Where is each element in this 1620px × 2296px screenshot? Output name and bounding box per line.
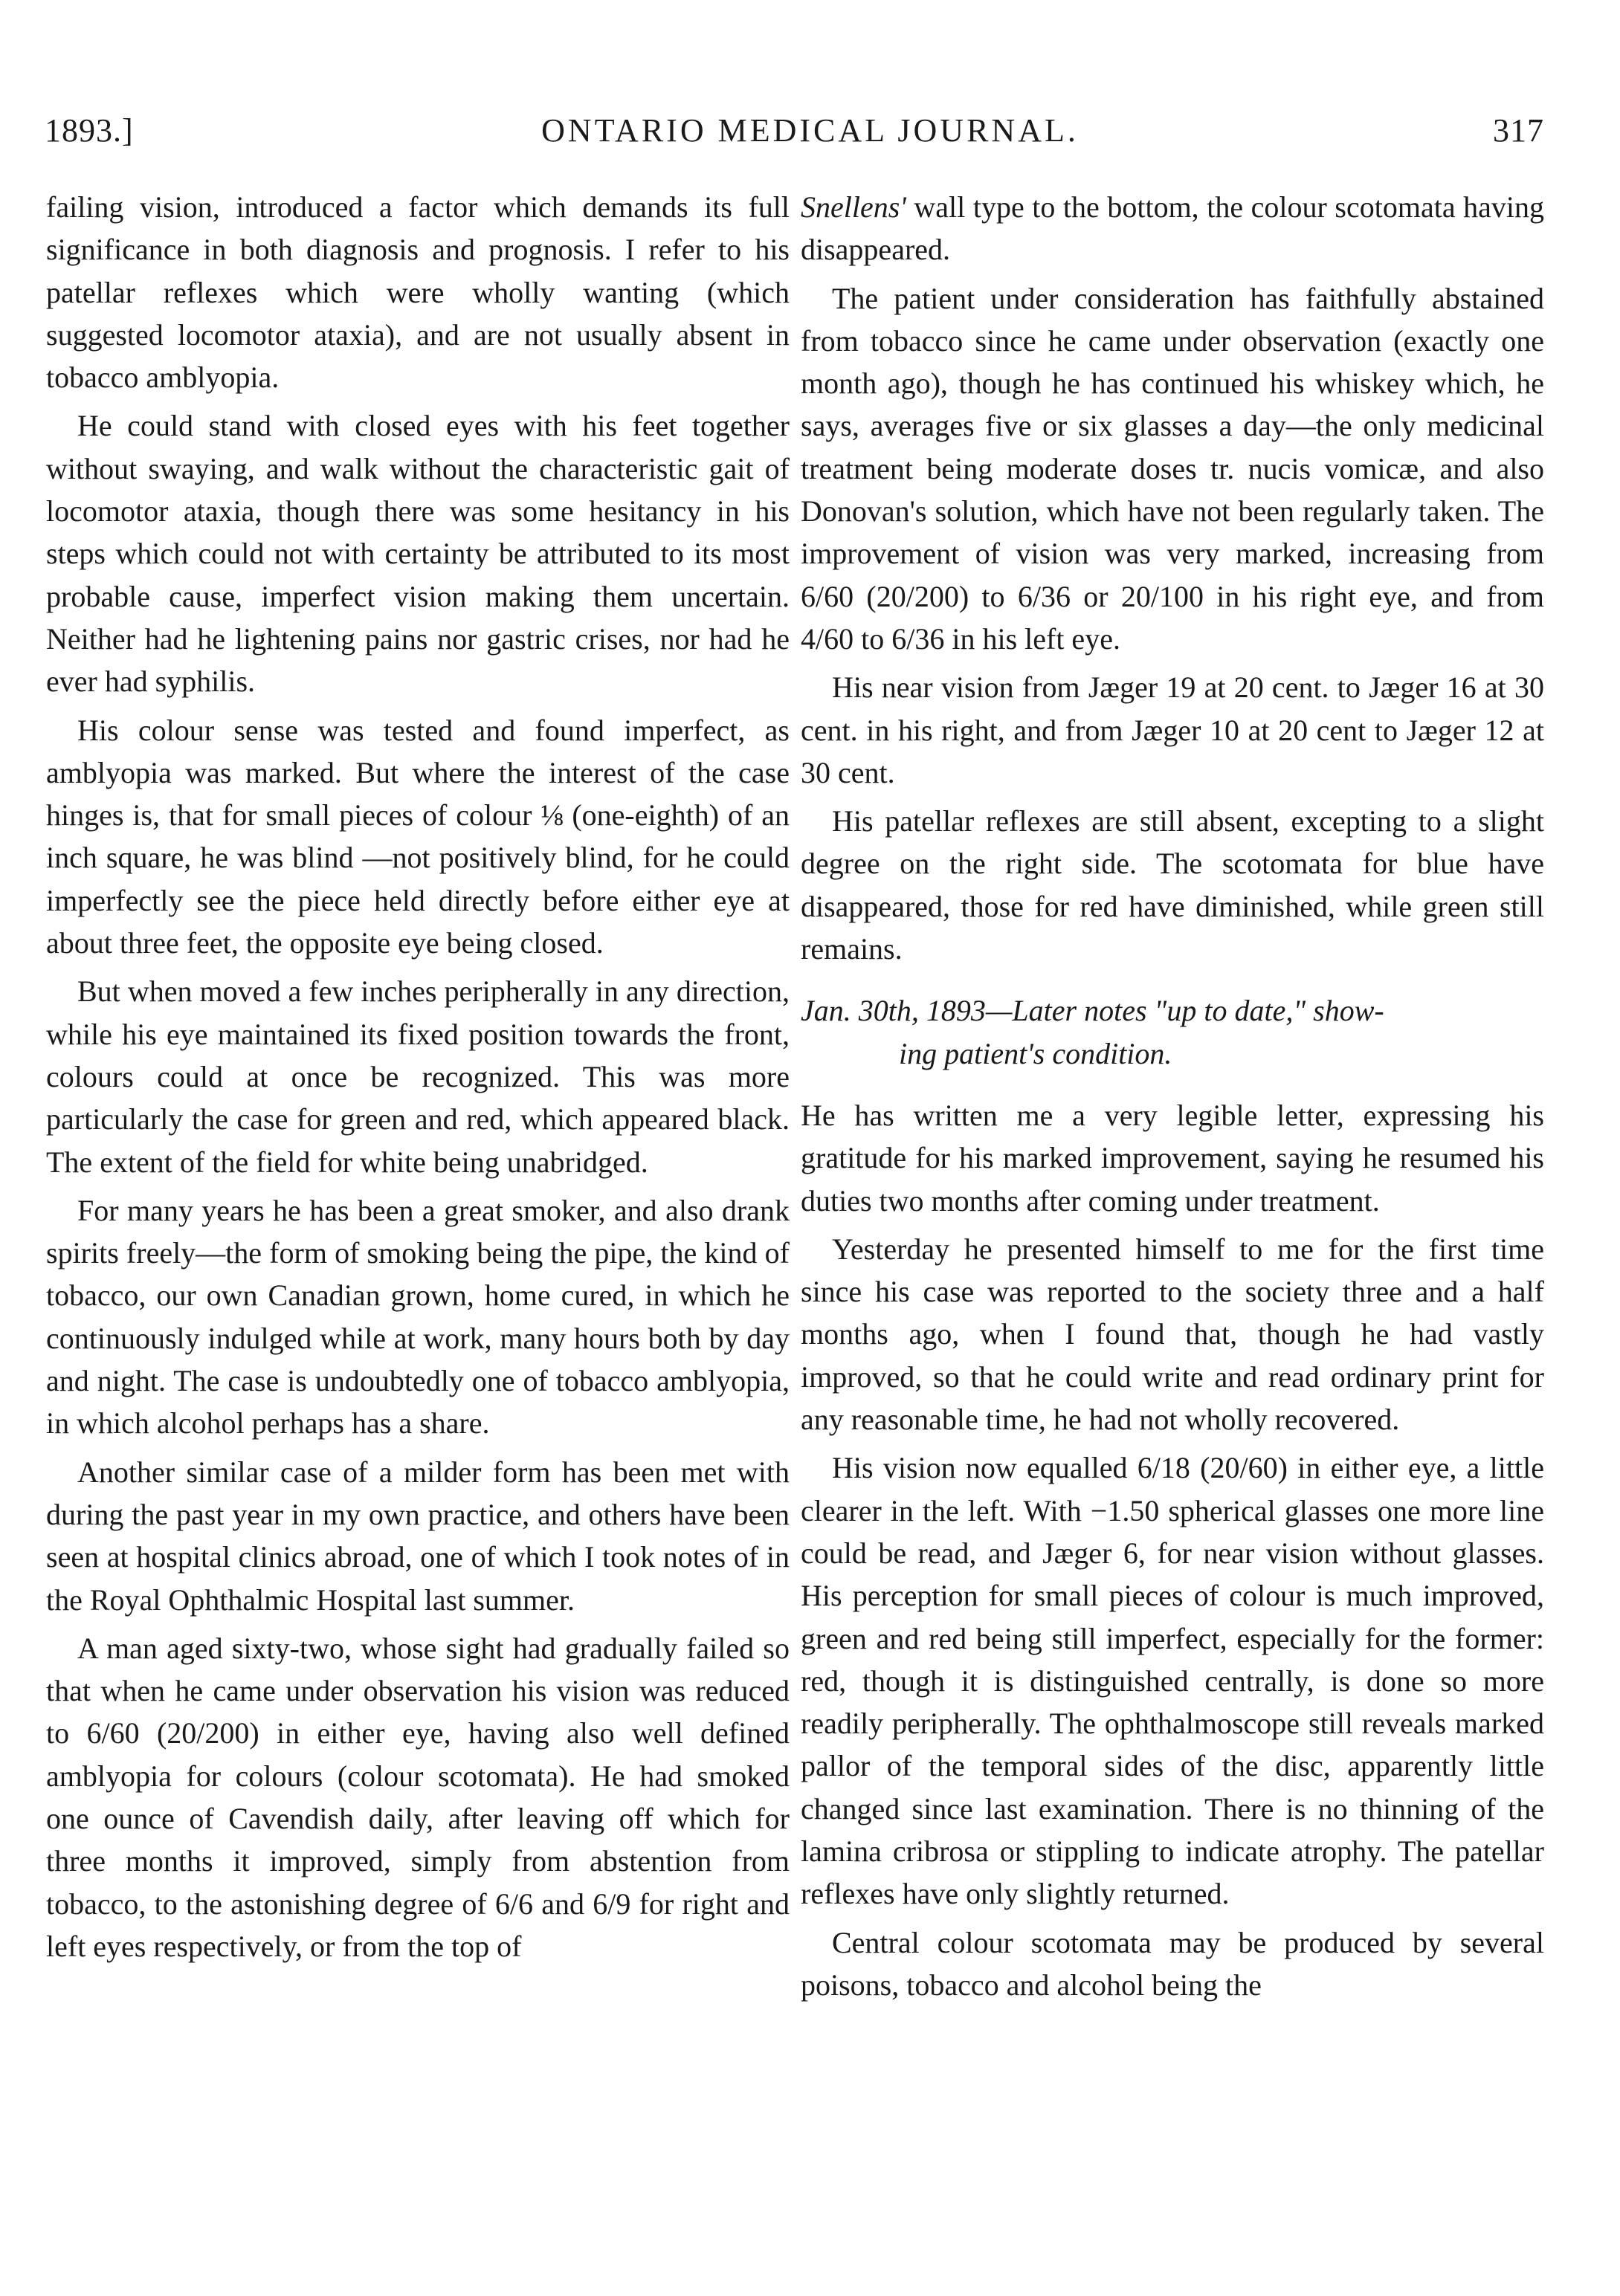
paragraph: Another similar case of a milder form has been met with during the past year in my own practice, and others have been seen at hospital clinics abroad, one of which I took notes of in the Royal Ophthalmic Hospital last summer. [46, 1455, 790, 1617]
paragraph: He could stand with closed eyes with his feet together without swaying, and walk without the characteristic gait of locomotor ataxia, though there was some hesitancy in his steps which could not with certainty be attributed to its most probable cause, imperfect vision making them uncertain. Neither had he lightening pains nor gastric crises, nor had he ever had syphilis. [46, 409, 790, 699]
heading-line-2: ing patient's condition. [899, 1036, 1172, 1070]
paragraph: His near vision from Jæger 19 at 20 cent. to Jæger 16 at 30 cent. in his right, and from Jæger 10 at 20 cent to Jæger 12 at 30 cent. [801, 670, 1544, 789]
paragraph-text: wall type to the bottom, the colour scotomata having disappeared. [801, 190, 1544, 267]
left-column [46, 186, 790, 1973]
paragraph: Yesterday he presented himself to me for the first time since his case was reported to the society three and a half months ago, when I found that, though he had vastly improved, so that he could write and read ordinary print for any reasonable time, he had not wholly recovered. [801, 1232, 1544, 1437]
paragraph: The patient under consideration has faithfully abstained from tobacco since he came under observation (exactly one month ago), though he has continued his whiskey which, he says, averages five or six glasses a day—the only medicinal treatment being moderate doses tr. nucis vomicæ, and also Donovan's solution, which have not been regularly taken. The improvement of vision was very marked, increasing from 6/60 (20/200) to 6/36 or 20/100 in his right eye, and from 4/60 to 6/36 in his left eye. [801, 281, 1544, 656]
right-column [801, 186, 1544, 2012]
heading-line-1: Jan. 30th, 1893—Later notes "up to date," show- [801, 994, 1384, 1028]
paragraph: But when moved a few inches peripherally in any direction, while his eye maintained its fixed position towards the front, colours could at once be recognized. This was more particularly the case for green and red, which appeared black. The extent of the field for white being unabridged. [46, 974, 790, 1179]
page-number: 317 [1493, 112, 1544, 149]
paragraph: Central colour scotomata may be produced by several poisons, tobacco and alcohol being the [801, 1925, 1544, 2002]
paragraph [801, 186, 1544, 271]
paragraph: His colour sense was tested and found imperfect, as amblyopia was marked. But where the interest of the case hinges is, that for small pieces of colour ⅛ (one-eighth) of an inch square, he was blind —not positively blind, for he could imperfectly see the piece held directly before either eye at about three feet, the opposite eye being closed. [46, 713, 790, 960]
paragraph: He has written me a very legible letter, expressing his gratitude for his marked improvement, saying he resumed his duties two months after coming under treatment. [801, 1098, 1544, 1217]
section-heading [801, 989, 1544, 1075]
paragraph: A man aged sixty-two, whose sight had gradually failed so that when he came under observation his vision was reduced to 6/60 (20/200) in either eye, having also well defined amblyopia for colours (colour scotomata). He had smoked one ounce of Cavendish daily, after leaving off which for three months it improved, simply from abstention from tobacco, to the astonishing degree of 6/6 and 6/9 for right and left eyes respectively, or from the top of [46, 1631, 790, 1963]
journal-title: ONTARIO MEDICAL JOURNAL. [541, 112, 1079, 149]
italic-lead: Snellens' [801, 190, 906, 224]
paragraph: His vision now equalled 6/18 (20/60) in either eye, a little clearer in the left. With −1.50 spherical glasses one more line could be read, and Jæger 6, for near vision without glasses. His perception for small pieces of colour is much improved, green and red being still imperfect, especially for the former: red, though it is distinguished centrally, is done so more readily peripherally. The ophthalmoscope still reveals marked pallor of the temporal sides of the disc, apparently little changed since last examination. There is no thinning of the lamina cribrosa or stippling to indicate atrophy. The patellar reflexes have only slightly returned. [801, 1451, 1544, 1911]
paragraph: failing vision, introduced a factor which demands its full significance in both diagnosis and prognosis. I refer to his patellar reflexes which were wholly wanting (which suggested locomotor ataxia), and are not usually absent in tobacco amblyopia. [46, 190, 790, 395]
header-year: 1893.] [45, 112, 134, 149]
paragraph: His patellar reflexes are still absent, excepting to a slight degree on the right side. The scotomata for blue have disappeared, those for red have diminished, while green still remains. [801, 804, 1544, 966]
running-head [45, 111, 1575, 164]
paragraph: For many years he has been a great smoker, and also drank spirits freely—the form of smoking being the pipe, the kind of tobacco, our own Canadian grown, home cured, in which he continuously indulged while at work, many hours both by day and night. The case is undoubtedly one of tobacco amblyopia, in which alcohol perhaps has a share. [46, 1193, 790, 1440]
